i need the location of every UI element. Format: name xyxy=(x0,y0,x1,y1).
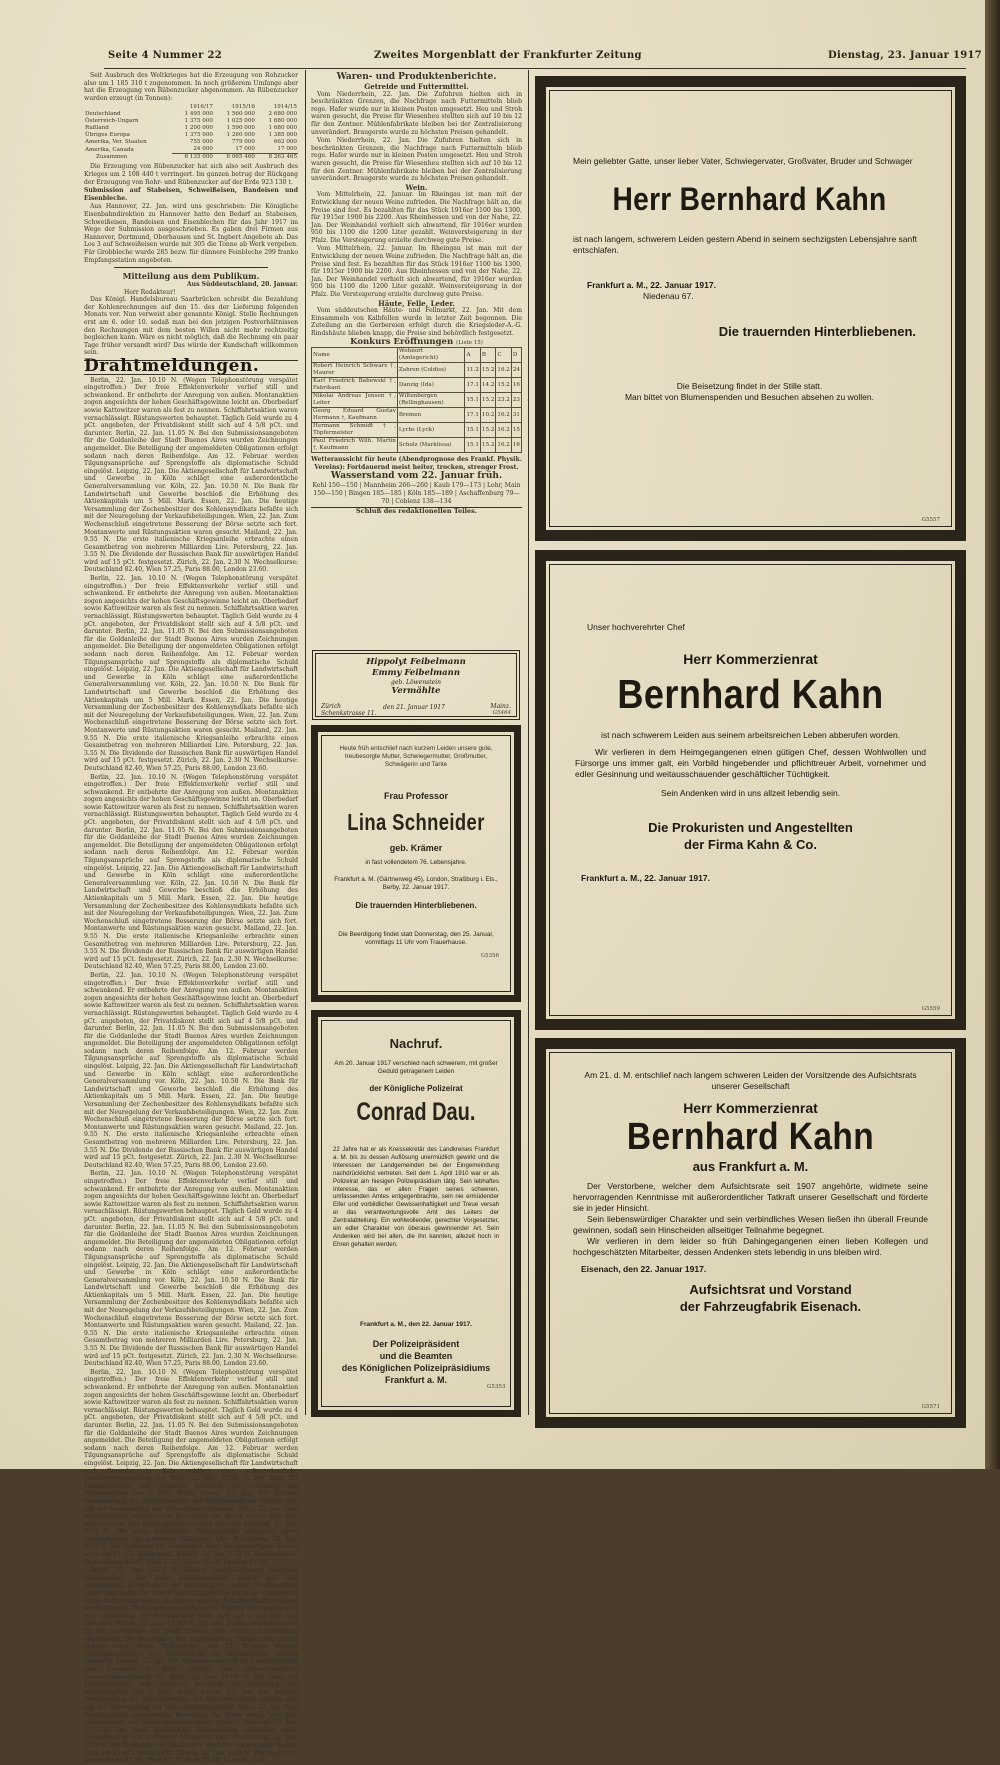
table-cell: Amerika, Canada xyxy=(85,146,134,153)
table-row xyxy=(312,438,522,453)
table-cell: 16.2 xyxy=(496,408,511,423)
table-header: A xyxy=(465,348,480,363)
table-cell: 24 000 xyxy=(193,146,213,153)
table-cell: 8 263 465 xyxy=(256,154,298,162)
table-header-row xyxy=(312,348,522,363)
column-divider-1 xyxy=(305,70,306,1415)
table-cell: Danzig (Ida) xyxy=(397,378,465,393)
company-title: Herr Kommerzienrat xyxy=(683,1100,818,1116)
employees-text-3: Sein Andenken wird in uns allzeit lebendig sein. xyxy=(660,788,841,798)
ad-code: G5356 xyxy=(480,953,499,959)
table-cell: 10.2 xyxy=(480,408,495,423)
table-cell: 1 495 000 xyxy=(184,111,213,118)
table-cell: 16.2 xyxy=(496,363,511,378)
wedding-announcement xyxy=(312,650,520,720)
table-cell: Übriges Europa xyxy=(85,132,130,139)
sugar-report-text: Seit Ausbruch des Weltkrieges hat die Erzeugung von Rohzucker also um 1 185 310 t zugenommen. In noch größerem Umfange aber hat die Erzeugung von Rübenzucker abgenommen. An Rübenzucker wurden erzeugt (in Tonnen): xyxy=(84,72,298,102)
wedding-location-mainz xyxy=(490,703,511,717)
table-cell: 16.2 xyxy=(496,438,511,453)
table-cell: 16 xyxy=(511,438,521,453)
newspaper-masthead: Zweites Morgenblatt der Frankfurter Zeitung xyxy=(374,50,642,61)
table-cell: 15.2 xyxy=(480,438,495,453)
nachruf-heading: Nachruf. xyxy=(389,1036,443,1051)
table-cell: 6 135 000 xyxy=(172,154,214,162)
hides-heading: Häute, Felle, Leder. xyxy=(378,298,455,308)
obituary-place-date: Frankfurt a. M. (Gärtnerweg 45), London, Straßburg i. Els., Berby, 22. Januar 1917. xyxy=(334,876,498,891)
employees-notice xyxy=(575,622,926,884)
table-cell: 17.1 xyxy=(465,408,480,423)
drahtmeldungen-text: Berlin, 22. Jan. 10.10 N. (Wegen Telephonstörung verspätet eingetroffen.) Der freie Effektenverkehr verlief still und schwankend. Er entbehrte der Anregung von außen. Montanaktien zogen angesichts der hohen Geschäftsgewinne leicht an. Oberbedarf sowie Kattowitzer waren als fest zu nennen. Schiffahrtsaktien waren vernachlässigt. Rüstungswerten behauptet. Täglich Geld wurde zu 4 pCt. angeboten, der Privatdiskont stellt sich auf 4 5/8 pCt. und darunter. Berlin, 22. Jan. 11.05 N. Bei den Submissionsangeboten für die Goldanleihe der Stadt Buenos Aires wurden Zeichnungen angemeldet. Die Beteiligung der angemeldeten Obligationen erfolgt sodann nach deren Reihenfolge. Am 12. Februar werden Tilgungsansprüche auf Sprengstoffe als diplomatische Schuld eingelöst. Leipzig, 22. Jan. Die Aktiengesellschaft für Landwirtschaft und Gewerbe in Köln schlägt eine außerordentliche Generalversammlung vor. Köln, 22. Jan. 10.50 N. Die Bank für Landwirtschaft und Gewerbe beschloß die Erhöhung des Aktienkapitals um 5 Mill. Mark. Essen, 22. Jan. Die heutige Versammlung der Zechenbesitzer des Kohlensyndikats befaßte sich mit der Neuregelung der Verkaufsbeteiligungen. Wien, 22. Jan. Zum Wochenschluß eingetretene Besserung der Börse setzte sich fort. Montanwerte und Rüstungsaktien waren gesucht. Mailand, 22. Jan. 9.55 N. Die erste italienische Kriegsanleihe erbrachte einen Gesamtbetrag von mehreren Milliarden Lire. Petersburg, 22. Jan. 3.55 N. Die Dividende der Russischen Bank für auswärtigen Handel wird auf 15 pCt. festgesetzt. Zürich, 22. Jan. 2.30 N. Wechselkurse: Deutschland 82.40, Wien 57.25, Paris 88.00, London 23.60. xyxy=(84,376,298,574)
drahtmeldungen-text-cont: Berlin, 22. Jan. 10.10 N. (Wegen Telephonstörung verspätet eingetroffen.) Der freie Effektenverkehr verlief still und schwankend. Er entbehrte der Anregung von außen. Montanaktien zogen angesichts der hohen Geschäftsgewinne leicht an. Oberbedarf sowie Kattowitzer waren als fest zu nennen. Schiffahrtsaktien waren vernachlässigt. Rüstungswerten behauptet. Täglich Geld wurde zu 4 pCt. angeboten, der Privatdiskont stellt sich auf 4 5/8 pCt. und darunter. Berlin, 22. Jan. 11.05 N. Bei den Submissionsangeboten für die Goldanleihe der Stadt Buenos Aires wurden Zeichnungen angemeldet. Die Beteiligung der angemeldeten Obligationen erfolgt sodann nach deren Reihenfolge. Am 12. Februar werden Tilgungsansprüche auf Sprengstoffe als diplomatische Schuld eingelöst. Leipzig, 22. Jan. Die Aktiengesellschaft für Landwirtschaft und Gewerbe in Köln schlägt eine außerordentliche Generalversammlung vor. Köln, 22. Jan. 10.50 N. Die Bank für Landwirtschaft und Gewerbe beschloß die Erhöhung des Aktienkapitals um 5 Mill. Mark. Essen, 22. Jan. Die heutige Versammlung der Zechenbesitzer des Kohlensyndikats befaßte sich mit der Neuregelung der Verkaufsbeteiligungen. Wien, 22. Jan. Zum Wochenschluß eingetretene Besserung der Börse setzte sich fort. Montanwerte und Rüstungsaktien waren gesucht. Mailand, 22. Jan. 9.55 N. Die erste italienische Kriegsanleihe erbrachte einen Gesamtbetrag von mehreren Milliarden Lire. Petersburg, 22. Jan. 3.55 N. Die Dividende der Russischen Bank für auswärtigen Handel wird auf 15 pCt. festgesetzt. Zürich, 22. Jan. 2.30 N. Wechselkurse: Deutschland 82.40, Wien 57.25, Paris 88.00, London 23.60. xyxy=(84,1170,298,1368)
city-label: Zürich xyxy=(321,703,342,710)
obituary-bernhard-kahn-family xyxy=(535,76,966,541)
obituary-bernhard-kahn-company xyxy=(535,1038,966,1428)
employees-signature xyxy=(575,819,926,853)
employees-intro: Unser hochverehrter Chef xyxy=(587,622,685,632)
company-text-2: Sein liebenswürdiger Charakter und sein verbindliches Wesen ließen ihn überall Freunde gewinnen, sodaß sein Hinscheiden allseitiger Teilnahme begegnet. xyxy=(573,1214,928,1235)
mitteilung-heading: Mitteilung aus dem Publikum. xyxy=(122,271,260,282)
table-cell: Zusammen xyxy=(96,154,128,161)
groom-name: Hippolyt Feibelmann xyxy=(366,657,466,667)
company-signature xyxy=(573,1281,928,1315)
obituary-intro: Heute früh entschlief nach kurzem Leiden unsere gute, treubesorgte Mutter, Schwiegermutter, Großmutter, Schwägerin und Tante xyxy=(339,745,493,768)
table-header: Wohnort (Amtsgericht) xyxy=(397,348,465,363)
table-cell: 1 590 000 xyxy=(226,125,255,132)
family-address: Niedenau 67. xyxy=(643,291,694,301)
book-spine-edge xyxy=(985,0,1000,1469)
family-mourners: Die trauernden Hinterbliebenen. xyxy=(718,324,916,339)
table-cell: 1 375 000 xyxy=(184,132,213,139)
table-cell: Bremen xyxy=(397,408,465,423)
table-row xyxy=(312,378,522,393)
table-cell: 6 065 460 xyxy=(214,154,256,162)
column-divider-2 xyxy=(528,70,529,1415)
table-header: 1915/16 xyxy=(231,104,255,111)
table-row xyxy=(84,132,298,139)
drahtmeldungen-heading: Drahtmeldungen. xyxy=(84,356,260,377)
table-row xyxy=(84,118,298,125)
table-cell: 2 680 000 xyxy=(268,111,297,118)
table-cell: 1 375 000 xyxy=(184,118,213,125)
signature-line: Frankfurt a. M. xyxy=(384,1375,447,1385)
company-notice xyxy=(573,1070,928,1315)
mitteilung-dateline: Aus Süddeutschland, 20. Januar. xyxy=(186,281,298,289)
table-cell: 15.2 xyxy=(480,393,495,408)
column-commodity-reports xyxy=(311,72,522,647)
company-text-3: Wir verlieren in dem leider so früh Dahingegangenen einen lieben Kollegen und hochgeschätzten Mitarbeiter, dessen Andenken stets lebendig in uns bleiben wird. xyxy=(573,1236,928,1257)
konkurs-title: Konkurs Eröffnungen xyxy=(350,336,454,347)
nachruf-place-date: Frankfurt a. M., den 22. Januar 1917. xyxy=(360,1321,472,1328)
submission-text: Aus Hannover, 22. Jan. wird uns geschrieben: Die Königliche Eisenbahndirektion zu Hannover hatte den Bedarf an Stabeisen, Schweißeisen, Bandeisen und Eisenblechen für das Jahr 1917 im Wege der Submission ausgeschrieben. Es gaben drei Firmen aus Hannover, Dortmund, Oberhausen und St. Ingbert Angebote ab. Das Los 3 auf Schweißeisen wurde mit 305 die Tonne ab Werk vergeben. Für Grobbleche wurde 285 bezw. für dünnere Feinbleche 299 franko Empfangsstation angeboten. xyxy=(84,203,298,264)
signature-line: und die Beamten xyxy=(379,1351,453,1361)
drahtmeldungen-text-cont: Berlin, 22. Jan. 10.10 N. (Wegen Telephonstörung verspätet eingetroffen.) Der freie Effektenverkehr verlief still und schwankend. Er entbehrte der Anregung von außen. Montanaktien zogen angesichts der hohen Geschäftsgewinne leicht an. Oberbedarf sowie Kattowitzer waren als fest zu nennen. Schiffahrtsaktien waren vernachlässigt. Rüstungswerten behauptet. Täglich Geld wurde zu 4 pCt. angeboten, der Privatdiskont stellt sich auf 4 5/8 pCt. und darunter. Berlin, 22. Jan. 11.05 N. Bei den Submissionsangeboten für die Goldanleihe der Stadt Buenos Aires wurden Zeichnungen angemeldet. Die Beteiligung der angemeldeten Obligationen erfolgt sodann nach deren Reihenfolge. Am 12. Februar werden Tilgungsansprüche auf Sprengstoffe als diplomatische Schuld eingelöst. Leipzig, 22. Jan. Die Aktiengesellschaft für Landwirtschaft und Gewerbe in Köln schlägt eine außerordentliche Generalversammlung vor. Köln, 22. Jan. 10.50 N. Die Bank für Landwirtschaft und Gewerbe beschloß die Erhöhung des Aktienkapitals um 5 Mill. Mark. Essen, 22. Jan. Die heutige Versammlung der Zechenbesitzer des Kohlensyndikats befaßte sich mit der Neuregelung der Verkaufsbeteiligungen. Wien, 22. Jan. Zum Wochenschluß eingetretene Besserung der Börse setzte sich fort. Montanwerte und Rüstungsaktien waren gesucht. Mailand, 22. Jan. 9.55 N. Die erste italienische Kriegsanleihe erbrachte einen Gesamtbetrag von mehreren Milliarden Lire. Petersburg, 22. Jan. 3.55 N. Die Dividende der Russischen Bank für auswärtigen Handel wird auf 15 pCt. festgesetzt. Zürich, 22. Jan. 2.30 N. Wechselkurse: Deutschland 82.40, Wien 57.25, Paris 88.00, London 23.60. xyxy=(84,575,298,772)
employees-deceased-name: Bernhard Kahn xyxy=(617,671,884,717)
table-row xyxy=(312,363,522,378)
table-cell: Rußland xyxy=(85,125,109,132)
table-cell: Georg Eduard Gustav Hermann †, Kaufmann xyxy=(313,408,396,422)
table-cell: 17 000 xyxy=(235,146,255,153)
hides-text: Vom süddeutschen Häute- und Fellmarkt, 22. Jan. Mit dem Einsammeln von Kalbfellen wurde in letzter Zeit begonnen. Die Zuteilung an die Gerbereien erfolgt durch die Kriegsleder-A.-G. Rindshäute blieben knapp, die Preise sind behördlich festgesetzt. xyxy=(311,307,522,337)
family-flowers-note: Man bittet von Blumenspenden und Besuchen absehen zu wollen. xyxy=(624,392,875,402)
bride-name: Emmy Feibelmann xyxy=(371,668,460,678)
table-cell: 1 680 000 xyxy=(268,118,297,125)
signature-line: des Königlichen Polizeipräsidiums xyxy=(341,1363,491,1373)
obituary-name: Lina Schneider xyxy=(347,809,485,835)
company-intro: Am 21. d. M. entschlief nach langem schweren Leiden der Vorsitzende des Aufsichtsrats unserer Gesellschaft xyxy=(584,1070,917,1091)
table-cell: Karl Friedrich Babewski †, Fabrikant xyxy=(313,378,396,392)
grain-text: Vom Niederrhein, 22. Jan. Die Zufuhren hielten sich in beschränkten Grenzen, die Nachfrage nach Futtermitteln blieb rege. Hafer wurde nur in kleinen Posten umgesetzt. Heu und Stroh waren gesucht, die Preise für Wiesenheu stellten sich auf 10 bis 12 für den Zentner. Mühlenfabrikate bleiben bei der Zentralisierung unverändert. Braugerste wurde zu höchsten Preisen gehandelt. xyxy=(311,90,522,136)
wedding-date: den 21. Januar 1917 xyxy=(383,704,445,711)
water-level-heading: Wasserstand vom 22. Januar früh. xyxy=(330,471,503,482)
drahtmeldungen-text-cont: Berlin, 22. Jan. 10.10 N. (Wegen Telephonstörung verspätet eingetroffen.) Der freie Effektenverkehr verlief still und schwankend. Er entbehrte der Anregung von außen. Montanaktien zogen angesichts der hohen Geschäftsgewinne leicht an. Oberbedarf sowie Kattowitzer waren als fest zu nennen. Schiffahrtsaktien waren vernachlässigt. Rüstungswerten behauptet. Täglich Geld wurde zu 4 pCt. angeboten, der Privatdiskont stellt sich auf 4 5/8 pCt. und darunter. Berlin, 22. Jan. 11.05 N. Bei den Submissionsangeboten für die Goldanleihe der Stadt Buenos Aires wurden Zeichnungen angemeldet. Die Beteiligung der angemeldeten Obligationen erfolgt sodann nach deren Reihenfolge. Am 12. Februar werden Tilgungsansprüche auf Sprengstoffe als diplomatische Schuld eingelöst. Leipzig, 22. Jan. Die Aktiengesellschaft für Landwirtschaft und Gewerbe in Köln schlägt eine außerordentliche Generalversammlung vor. Köln, 22. Jan. 10.50 N. Die Bank für Landwirtschaft und Gewerbe beschloß die Erhöhung des Aktienkapitals um 5 Mill. Mark. Essen, 22. Jan. Die heutige Versammlung der Zechenbesitzer des Kohlensyndikats befaßte sich mit der Neuregelung der Verkaufsbeteiligungen. Wien, 22. Jan. Zum Wochenschluß eingetretene Besserung der Börse setzte sich fort. Montanwerte und Rüstungsaktien waren gesucht. Mailand, 22. Jan. 9.55 N. Die erste italienische Kriegsanleihe erbrachte einen Gesamtbetrag von mehreren Milliarden Lire. Petersburg, 22. Jan. 3.55 N. Die Dividende der Russischen Bank für auswärtigen Handel wird auf 15 pCt. festgesetzt. Zürich, 22. Jan. 2.30 N. Wechselkurse: Deutschland 82.40, Wien 57.25, Paris 88.00, London 23.60. xyxy=(84,773,298,971)
employees-title: Herr Kommerzienrat xyxy=(683,651,818,667)
family-place-date: Frankfurt a. M., 22. Januar 1917. xyxy=(587,280,716,290)
table-cell: Deutschland xyxy=(85,111,121,118)
table-cell: 15.2 xyxy=(480,363,495,378)
table-cell: 16.2 xyxy=(496,423,511,438)
wedding-location-zurich xyxy=(321,703,376,717)
sugar-production-table xyxy=(84,104,298,161)
mitteilung-text: Das Königl. Handelsbureau Saarbrücken schreibt die Bezahlung der Kohlenrechnungen auf den 15. des der Lieferung folgenden Monats vor. Nun verweist aber genannte Königl. Stelle Rechnungen erst am 6. oder 10. sodaß man bei den jetzigen Postverhältnissen den Rechnungen mit dem besten Willen nicht mehr rechtzeitig begleichen kann. Wäre es nicht möglich, daß die Rechnung ein paar Tage früher versandt wird? Das würde der Kundschaft willkommen sein. xyxy=(84,296,298,357)
company-deceased-name: Bernhard Kahn xyxy=(626,1116,875,1158)
table-cell: 11.2 xyxy=(465,363,480,378)
obituary-lina-schneider xyxy=(311,725,521,1002)
sugar-summary-text: Die Erzeugung von Rübenzucker hat sich also seit Ausbruch des Krieges um 2 108 440 t verringert. Im ganzen betrug der Rückgang der Erzeugung von Rohr- und Rübenzucker auf der Erde 923 130 t. xyxy=(84,163,298,186)
table-row xyxy=(84,146,298,154)
konkurs-list-number: (Liste 15) xyxy=(456,339,483,346)
table-cell: Zahren (Coldiss) xyxy=(397,363,465,378)
editorial-end-notice: Schluß des redaktionellen Teiles. xyxy=(355,507,478,516)
nachruf-intro: Am 20. Januar 1917 verschied nach schwerem, mit großer Geduld getragenem Leiden xyxy=(334,1060,498,1075)
table-cell: 779 000 xyxy=(231,139,255,146)
table-cell: 1 560 000 xyxy=(226,111,255,118)
table-cell: Wiltenbergen (Rellinghausen) xyxy=(397,393,465,408)
table-cell: 15.1 xyxy=(465,438,480,453)
table-cell: 23.2 xyxy=(496,393,511,408)
signature-line: der Fahrzeugfabrik Eisenach. xyxy=(679,1299,862,1314)
family-burial-note: Die Beisetzung findet in der Stille statt. xyxy=(676,381,823,391)
konkurs-table xyxy=(311,347,522,453)
table-total-row xyxy=(84,154,298,162)
mitteilung-salutation: Herr Redakteur! xyxy=(124,288,176,296)
table-cell: Nikolai Andreas Jensen †, Leiter xyxy=(313,393,396,407)
table-cell: 1 025 000 xyxy=(226,118,255,125)
ad-code: G5464 xyxy=(492,710,511,716)
wine-text: Vom Mittelrhein, 22. Januar. Im Rheingau ist man mit der Entwicklung der neuen Weine zufrieden. Die Nachfrage hält an, die Preise sind fest. Es bezahlten für das Stück 1916er 1100 bis 1300, für 1915er 1900 bis 2200. Aus Rheinhessen und von der Nahe, 22. Jan. Der Weinhandel verhielt sich abwartend, für 1916er wurden 950 bis 1100 die 1200 Liter gezahlt. Weinversteigerung in der Pfalz. Die Versteigerung erzielte durchweg gute Preise. xyxy=(311,191,522,244)
address-label: Schenkstrasse 11. xyxy=(321,710,377,717)
table-cell: Österreich-Ungarn xyxy=(85,118,139,125)
table-cell: 15 xyxy=(511,423,521,438)
nachruf-signature xyxy=(317,1338,515,1386)
table-cell: Amerika, Ver. Staaten xyxy=(85,139,147,146)
table-header xyxy=(84,104,172,111)
table-cell: 15.1 xyxy=(465,393,480,408)
company-text-1: Der Verstorbene, welcher dem Aufsichtsrate seit 1907 angehörte, widmete seine hervorragenden Kenntnisse mit außerordentlicher Tatkraft unserer Gesellschaft und förderte sie in jeder Hinsicht. xyxy=(573,1181,928,1213)
table-cell: 23 xyxy=(511,393,521,408)
table-header: D xyxy=(511,348,521,363)
ad-code: G5557 xyxy=(921,517,940,523)
table-cell: 15.2 xyxy=(480,423,495,438)
table-cell: 755 000 xyxy=(189,139,213,146)
header-rule xyxy=(104,68,966,69)
grain-text-cont: Vom Niederrhein, 22. Jan. Die Zufuhren hielten sich in beschränkten Grenzen, die Nachfrage nach Futtermitteln blieb rege. Hafer wurde nur in kleinen Posten umgesetzt. Heu und Stroh waren gesucht, die Preise für Wiesenheu stellten sich auf 10 bis 12 für den Zentner. Mühlenfabrikate bleiben bei der Zentralisierung unverändert. Braugerste wurde zu höchsten Preisen gehandelt. xyxy=(311,137,522,183)
weather-forecast: Wetteraussicht für heute (Abendprognose des Frankf. Physik. Vereins): Fortdauernd meist heiter, trocken, strenger Frost. xyxy=(311,456,522,471)
obituary-mourners: Die trauernden Hinterbliebenen. xyxy=(355,901,477,910)
wine-heading: Wein. xyxy=(405,182,428,192)
table-cell: Paul Friedrich Wilh. Martin †, Kaufmann xyxy=(313,438,396,452)
family-intro: Mein geliebter Gatte, unser lieber Vater, Schwiegervater, Großvater, Bruder und Schwager xyxy=(573,156,913,166)
table-cell: 24 xyxy=(511,363,521,378)
table-cell: 1 260 000 xyxy=(226,132,255,139)
table-cell: 1 385 000 xyxy=(268,132,297,139)
nachruf-name: Conrad Dau. xyxy=(356,1098,476,1126)
table-cell: 1 200 000 xyxy=(184,125,213,132)
table-row xyxy=(312,408,522,423)
konkurs-heading xyxy=(311,336,522,348)
issue-date-header: Dienstag, 23. Januar 1917 xyxy=(828,50,982,61)
divider xyxy=(114,267,268,268)
table-row xyxy=(312,393,522,408)
table-cell: 17.1 xyxy=(465,378,480,393)
table-row xyxy=(312,423,522,438)
water-level-values: Kehl 150—150 | Mannheim 266—260 | Kaub 179—173 | Lohr, Main 150—150 | Bingen 185—185 | Köln 185—189 | Aschaffenburg 79—70 | Coblenz 138—134 xyxy=(312,482,521,505)
employees-text-2: Wir verlieren in dem Heimgegangenen einen gütigen Chef, dessen Wohlwollen und Fürsorge uns immer galt, ein Vorbild hingebender und pflichttreuer Arbeit, vornehmer und edler Gesinnung und weitausschauender geschäftlicher Tüchtigkeit. xyxy=(575,747,926,779)
nachruf-text: 22 Jahre hat er als Kreissekretär des Landkreises Frankfurt a. M. bis zu dessen Auflösung unermüdlich gewirkt und die Interessen der Landgemeinden bei der Eingemeindung nachdrücklichst vertreten. Seit dem 1. April 1910 war er als Polizeirat am hiesigen Polizeipräsidium tätig. Sein lebhaftes Interesse, das er allen Fragen seines schweren, umfassenden Amtes entgegenbrachte, sein nie ermüdender Eifer und vorbildlicher Gewissenhaftigkeit und Treue versah er das verantwortungsvolle Amt des Leiters der Zentralabteilung. Ein wohlwollender, gerechter Vorgesetzter, ein edler Charakter von überaus gewinnender Art. Sein Andenken wird bei allen, die ihn kannten, allezeit hoch in Ehren gehalten werden. xyxy=(333,1146,499,1248)
table-header: 1914/15 xyxy=(273,104,297,111)
submission-heading: Submission auf Stabeisen, Schweißeisen, Bandeisen und Eisenbleche. xyxy=(84,187,298,202)
signature-line: Der Polizeipräsident xyxy=(372,1339,460,1349)
employees-place-date: Frankfurt a. M., 22. Januar 1917. xyxy=(581,873,710,883)
bride-maiden-name: geb. Löwenstein xyxy=(390,679,442,686)
page-number-header: Seite 4 Nummer 22 xyxy=(108,50,222,61)
table-cell: 15.2 xyxy=(496,378,511,393)
family-deceased-name: Herr Bernhard Kahn xyxy=(612,181,887,217)
table-cell: Hermann Schmidt †, Töpfermeister xyxy=(313,423,396,437)
family-notice xyxy=(573,156,926,403)
obituary-maiden-name: geb. Krämer xyxy=(389,843,443,853)
table-cell: 15.1 xyxy=(465,423,480,438)
grain-heading: Getreide und Futtermittel. xyxy=(364,82,469,91)
signature-line: Aufsichtsrat und Vorstand xyxy=(689,1282,852,1297)
ad-code: G5571 xyxy=(921,1404,940,1410)
table-header: B xyxy=(480,348,495,363)
obituary-conrad-dau xyxy=(311,1010,521,1417)
married-label: Vermählte xyxy=(391,686,441,696)
table-cell: 1 680 000 xyxy=(268,125,297,132)
column-business-news xyxy=(84,72,298,1765)
table-cell: 14.2 xyxy=(480,378,495,393)
obituary-title: Frau Professor xyxy=(383,791,449,801)
employees-text-1: ist nach schwerem Leiden aus seinem arbeitsreichen Leben abberufen worden. xyxy=(600,730,901,740)
drahtmeldungen-text-cont: Berlin, 22. Jan. 10.10 N. (Wegen Telephonstörung verspätet eingetroffen.) Der freie Effektenverkehr verlief still und schwankend. Er entbehrte der Anregung von außen. Montanaktien zogen angesichts der hohen Geschäftsgewinne leicht an. Oberbedarf sowie Kattowitzer waren als fest zu nennen. Schiffahrtsaktien waren vernachlässigt. Rüstungswerten behauptet. Täglich Geld wurde zu 4 pCt. angeboten, der Privatdiskont stellt sich auf 4 5/8 pCt. und darunter. Berlin, 22. Jan. 11.05 N. Bei den Submissionsangeboten für die Goldanleihe der Stadt Buenos Aires wurden Zeichnungen angemeldet. Die Beteiligung der angemeldeten Obligationen erfolgt sodann nach deren Reihenfolge. Am 12. Februar werden Tilgungsansprüche auf Sprengstoffe als diplomatische Schuld eingelöst. Leipzig, 22. Jan. Die Aktiengesellschaft für Landwirtschaft und Gewerbe in Köln schlägt eine außerordentliche Generalversammlung vor. Köln, 22. Jan. 10.50 N. Die Bank für Landwirtschaft und Gewerbe beschloß die Erhöhung des Aktienkapitals um 5 Mill. Mark. Essen, 22. Jan. Die heutige Versammlung der Zechenbesitzer des Kohlensyndikats befaßte sich mit der Neuregelung der Verkaufsbeteiligungen. Wien, 22. Jan. Zum Wochenschluß eingetretene Besserung der Börse setzte sich fort. Montanwerte und Rüstungsaktien waren gesucht. Mailand, 22. Jan. 9.55 N. Die erste italienische Kriegsanleihe erbrachte einen Gesamtbetrag von mehreren Milliarden Lire. Petersburg, 22. Jan. 3.55 N. Die Dividende der Russischen Bank für auswärtigen Handel wird auf 15 pCt. festgesetzt. Zürich, 22. Jan. 2.30 N. Wechselkurse: Deutschland 82.40, Wien 57.25, Paris 88.00, London 23.60. xyxy=(84,971,298,1169)
table-cell: 16 xyxy=(511,378,521,393)
table-cell: Lyrbs (Lyck) xyxy=(397,423,465,438)
signature-line: der Firma Kahn & Co. xyxy=(684,837,817,852)
obituary-funeral-note: Die Beerdigung findet statt Donnerstag, den 25. Januar, vormittags 11 Uhr vom Trauerhause. xyxy=(338,931,494,946)
drahtmeldungen-text-cont: Berlin, 22. Jan. 10.10 N. (Wegen Telephonstörung verspätet eingetroffen.) Der freie Effektenverkehr verlief still und schwankend. Er entbehrte der Anregung von außen. Montanaktien zogen angesichts der hohen Geschäftsgewinne leicht an. Oberbedarf sowie Kattowitzer waren als fest zu nennen. Schiffahrtsaktien waren vernachlässigt. Rüstungswerten behauptet. Täglich Geld wurde zu 4 pCt. angeboten, der Privatdiskont stellt sich auf 4 5/8 pCt. und darunter. Berlin, 22. Jan. 11.05 N. Bei den Submissionsangeboten für die Goldanleihe der Stadt Buenos Aires wurden Zeichnungen angemeldet. Die Beteiligung der angemeldeten Obligationen erfolgt sodann nach deren Reihenfolge. Am 12. Februar werden Tilgungsansprüche auf Sprengstoffe als diplomatische Schuld eingelöst. Leipzig, 22. Jan. Die Aktiengesellschaft für Landwirtschaft und Gewerbe in Köln schlägt eine außerordentliche Generalversammlung vor. Köln, 22. Jan. 10.50 N. Die Bank für Landwirtschaft und Gewerbe beschloß die Erhöhung des Aktienkapitals um 5 Mill. Mark. Essen, 22. Jan. Die heutige Versammlung der Zechenbesitzer des Kohlensyndikats befaßte sich mit der Neuregelung der Verkaufsbeteiligungen. Wien, 22. Jan. Zum Wochenschluß eingetretene Besserung der Börse setzte sich fort. Montanwerte und Rüstungsaktien waren gesucht. Mailand, 22. Jan. 9.55 N. Die erste italienische Kriegsanleihe erbrachte einen Gesamtbetrag von mehreren Milliarden Lire. Petersburg, 22. Jan. 3.55 N. Die Dividende der Russischen Bank für auswärtigen Handel wird auf 15 pCt. festgesetzt. Zürich, 22. Jan. 2.30 N. Wechselkurse: Deutschland 82.40, Wien 57.25, Paris 88.00, London 23.60. xyxy=(84,1368,298,1566)
table-cell: 662 000 xyxy=(273,139,297,146)
table-cell: Scholz (Marklissa) xyxy=(397,438,465,453)
table-header: Name xyxy=(312,348,398,363)
obituary-age: in fast vollendetem 76. Lebensjahre. xyxy=(365,859,467,866)
table-cell: Robert Heinrich Schwarz †, Maurer xyxy=(313,363,396,377)
city-label: Mainz. xyxy=(490,703,511,710)
table-cell: 17 000 xyxy=(277,146,297,153)
company-place-date: Eisenach, den 22. Januar 1917. xyxy=(581,1264,707,1274)
table-header: C xyxy=(496,348,511,363)
table-header: 1916/17 xyxy=(189,104,213,111)
family-text: ist nach langem, schwerem Leiden gestern Abend in seinem sechzigsten Lebensjahre sanft entschlafen. xyxy=(573,234,917,255)
obituary-bernhard-kahn-employees xyxy=(535,550,966,1030)
table-cell: 31 xyxy=(511,408,521,423)
ad-code: G5559 xyxy=(921,1006,940,1012)
table-row xyxy=(84,139,298,146)
commodity-section-heading: Waren- und Produktenberichte. xyxy=(336,72,497,82)
company-deceased-origin: aus Frankfurt a. M. xyxy=(692,1159,809,1174)
signature-line: Die Prokuristen und Angestellten xyxy=(648,820,853,835)
drahtmeldungen-text-cont: Berlin, 22. Jan. 10.10 N. (Wegen Telephonstörung verspätet eingetroffen.) Der freie Effektenverkehr verlief still und schwankend. Er entbehrte der Anregung von außen. Montanaktien zogen angesichts der hohen Geschäftsgewinne leicht an. Oberbedarf sowie Kattowitzer waren als fest zu nennen. Schiffahrtsaktien waren vernachlässigt. Rüstungswerten behauptet. Täglich Geld wurde zu 4 pCt. angeboten, der Privatdiskont stellt sich auf 4 5/8 pCt. und darunter. Berlin, 22. Jan. 11.05 N. Bei den Submissionsangeboten für die Goldanleihe der Stadt Buenos Aires wurden Zeichnungen angemeldet. Die Beteiligung der angemeldeten Obligationen erfolgt sodann nach deren Reihenfolge. Am 12. Februar werden Tilgungsansprüche auf Sprengstoffe als diplomatische Schuld eingelöst. Leipzig, 22. Jan. Die Aktiengesellschaft für Landwirtschaft und Gewerbe in Köln schlägt eine außerordentliche Generalversammlung vor. Köln, 22. Jan. 10.50 N. Die Bank für Landwirtschaft und Gewerbe beschloß die Erhöhung des Aktienkapitals um 5 Mill. Mark. Essen, 22. Jan. Die heutige Versammlung der Zechenbesitzer des Kohlensyndikats befaßte sich mit der Neuregelung der Verkaufsbeteiligungen. Wien, 22. Jan. Zum Wochenschluß eingetretene Besserung der Börse setzte sich fort. Montanwerte und Rüstungsaktien waren gesucht. Mailand, 22. Jan. 9.55 N. Die erste italienische Kriegsanleihe erbrachte einen Gesamtbetrag von mehreren Milliarden Lire. Petersburg, 22. Jan. 3.55 N. Die Dividende der Russischen Bank für auswärtigen Handel wird auf 15 pCt. festgesetzt. Zürich, 22. Jan. 2.30 N. Wechselkurse: Deutschland 82.40, Wien 57.25, Paris 88.00, London 23.60. xyxy=(84,1567,298,1765)
table-header-row xyxy=(84,104,298,111)
nachruf-role: der Königliche Polizeirat xyxy=(369,1084,463,1093)
ad-code: G5353 xyxy=(487,1384,506,1390)
wedding-names xyxy=(313,657,519,697)
wine-text-cont: Vom Mittelrhein, 22. Januar. Im Rheingau ist man mit der Entwicklung der neuen Weine zufrieden. Die Nachfrage hält an, die Preise sind fest. Es bezahlten für das Stück 1916er 1100 bis 1300, für 1915er 1900 bis 2200. Aus Rheinhessen und von der Nahe, 22. Jan. Der Weinhandel verhielt sich abwartend, für 1916er wurden 950 bis 1100 die 1200 Liter gezahlt. Weinversteigerung in der Pfalz. Die Versteigerung erzielte durchweg gute Preise. xyxy=(311,245,522,299)
